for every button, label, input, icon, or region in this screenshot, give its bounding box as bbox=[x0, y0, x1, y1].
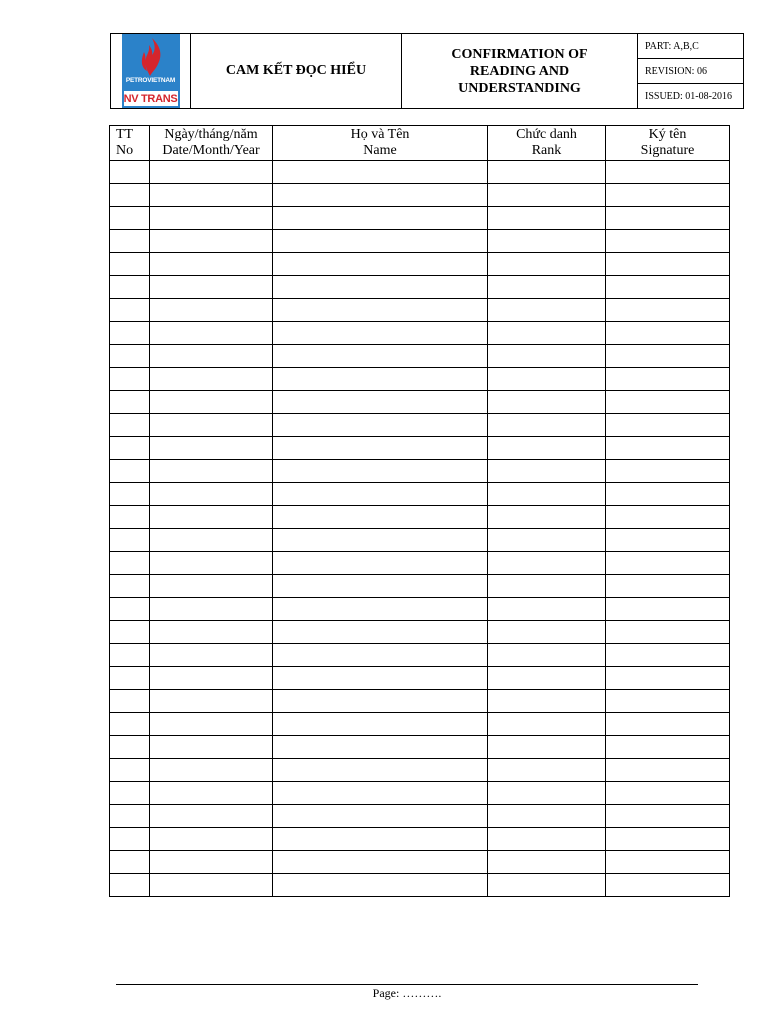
cell-rank bbox=[488, 782, 606, 805]
cell-rank bbox=[488, 368, 606, 391]
cell-signature bbox=[606, 667, 730, 690]
signature-table-wrapper bbox=[109, 125, 729, 897]
column-header-vn: Họ và Tên bbox=[350, 127, 410, 142]
table-row bbox=[110, 851, 730, 874]
cell-no bbox=[110, 552, 150, 575]
cell-signature bbox=[606, 713, 730, 736]
cell-no bbox=[110, 828, 150, 851]
cell-no bbox=[110, 644, 150, 667]
cell-date bbox=[150, 690, 273, 713]
cell-signature bbox=[606, 230, 730, 253]
cell-name bbox=[273, 506, 488, 529]
cell-name bbox=[273, 368, 488, 391]
cell-signature bbox=[606, 437, 730, 460]
cell-rank bbox=[488, 460, 606, 483]
cell-rank bbox=[488, 207, 606, 230]
table-row bbox=[110, 690, 730, 713]
column-header-vn: Ngày/tháng/năm bbox=[164, 127, 258, 142]
cell-rank bbox=[488, 621, 606, 644]
cell-no bbox=[110, 713, 150, 736]
cell-signature bbox=[606, 299, 730, 322]
cell-name bbox=[273, 414, 488, 437]
cell-date bbox=[150, 391, 273, 414]
cell-signature bbox=[606, 874, 730, 897]
table-row bbox=[110, 621, 730, 644]
cell-signature bbox=[606, 483, 730, 506]
table-row bbox=[110, 782, 730, 805]
cell-no bbox=[110, 230, 150, 253]
table-row bbox=[110, 207, 730, 230]
meta-issued: ISSUED: 01-08-2016 bbox=[645, 90, 732, 102]
cell-date bbox=[150, 874, 273, 897]
meta-revision: REVISION: 06 bbox=[638, 59, 743, 84]
table-row bbox=[110, 805, 730, 828]
cell-date bbox=[150, 828, 273, 851]
cell-date bbox=[150, 299, 273, 322]
cell-rank bbox=[488, 736, 606, 759]
cell-rank bbox=[488, 161, 606, 184]
cell-no bbox=[110, 506, 150, 529]
table-row bbox=[110, 598, 730, 621]
table-row bbox=[110, 667, 730, 690]
cell-name bbox=[273, 460, 488, 483]
cell-signature bbox=[606, 644, 730, 667]
cell-name bbox=[273, 345, 488, 368]
cell-date bbox=[150, 667, 273, 690]
cell-no bbox=[110, 483, 150, 506]
cell-rank bbox=[488, 529, 606, 552]
cell-rank bbox=[488, 506, 606, 529]
cell-name bbox=[273, 690, 488, 713]
table-row bbox=[110, 552, 730, 575]
cell-signature bbox=[606, 736, 730, 759]
table-row bbox=[110, 874, 730, 897]
table-row bbox=[110, 299, 730, 322]
column-header-date bbox=[150, 126, 273, 161]
cell-name bbox=[273, 276, 488, 299]
cell-rank bbox=[488, 644, 606, 667]
column-header-signature bbox=[606, 126, 730, 161]
cell-name bbox=[273, 805, 488, 828]
cell-date bbox=[150, 575, 273, 598]
cell-name bbox=[273, 736, 488, 759]
cell-name bbox=[273, 184, 488, 207]
cell-name bbox=[273, 621, 488, 644]
cell-rank bbox=[488, 253, 606, 276]
cell-date bbox=[150, 805, 273, 828]
cell-signature bbox=[606, 575, 730, 598]
cell-no bbox=[110, 276, 150, 299]
cell-name bbox=[273, 713, 488, 736]
cell-signature bbox=[606, 782, 730, 805]
cell-date bbox=[150, 207, 273, 230]
cell-date bbox=[150, 713, 273, 736]
cell-name bbox=[273, 598, 488, 621]
cell-date bbox=[150, 184, 273, 207]
table-row bbox=[110, 575, 730, 598]
cell-rank bbox=[488, 299, 606, 322]
cell-date bbox=[150, 345, 273, 368]
cell-date bbox=[150, 161, 273, 184]
cell-name bbox=[273, 644, 488, 667]
cell-no bbox=[110, 736, 150, 759]
cell-date bbox=[150, 529, 273, 552]
cell-rank bbox=[488, 552, 606, 575]
cell-rank bbox=[488, 598, 606, 621]
column-header-name bbox=[273, 126, 488, 161]
table-row bbox=[110, 713, 730, 736]
table-row bbox=[110, 460, 730, 483]
cell-rank bbox=[488, 184, 606, 207]
column-header-en: Signature bbox=[640, 143, 695, 158]
table-row bbox=[110, 161, 730, 184]
cell-name bbox=[273, 782, 488, 805]
column-header-vn: Ký tên bbox=[648, 127, 687, 142]
column-header-en: No bbox=[116, 143, 134, 158]
cell-no bbox=[110, 391, 150, 414]
cell-no bbox=[110, 690, 150, 713]
cell-no bbox=[110, 437, 150, 460]
cell-signature bbox=[606, 460, 730, 483]
cell-no bbox=[110, 253, 150, 276]
cell-signature bbox=[606, 759, 730, 782]
cell-no bbox=[110, 322, 150, 345]
title-english: CONFIRMATION OF READING AND UNDERSTANDING bbox=[402, 34, 638, 108]
table-row bbox=[110, 276, 730, 299]
cell-rank bbox=[488, 667, 606, 690]
cell-rank bbox=[488, 276, 606, 299]
cell-rank bbox=[488, 345, 606, 368]
table-row bbox=[110, 253, 730, 276]
table-row bbox=[110, 322, 730, 345]
cell-date bbox=[150, 782, 273, 805]
cell-rank bbox=[488, 851, 606, 874]
table-row bbox=[110, 759, 730, 782]
cell-rank bbox=[488, 874, 606, 897]
cell-name bbox=[273, 851, 488, 874]
cell-signature bbox=[606, 322, 730, 345]
column-header-en: Date/Month/Year bbox=[162, 143, 260, 158]
cell-name bbox=[273, 828, 488, 851]
table-row bbox=[110, 345, 730, 368]
document-meta bbox=[638, 34, 743, 108]
cell-date bbox=[150, 414, 273, 437]
cell-no bbox=[110, 207, 150, 230]
cell-date bbox=[150, 759, 273, 782]
cell-name bbox=[273, 299, 488, 322]
table-row bbox=[110, 529, 730, 552]
table-row bbox=[110, 414, 730, 437]
cell-signature bbox=[606, 828, 730, 851]
page-number: Page: ………. bbox=[372, 986, 442, 1000]
meta-part: PART: A,B,C bbox=[638, 34, 743, 59]
cell-no bbox=[110, 460, 150, 483]
cell-rank bbox=[488, 828, 606, 851]
cell-name bbox=[273, 529, 488, 552]
cell-date bbox=[150, 276, 273, 299]
footer-divider bbox=[116, 984, 698, 985]
cell-date bbox=[150, 230, 273, 253]
cell-name bbox=[273, 322, 488, 345]
cell-rank bbox=[488, 322, 606, 345]
cell-no bbox=[110, 851, 150, 874]
cell-name bbox=[273, 253, 488, 276]
table-row bbox=[110, 736, 730, 759]
flame-icon bbox=[122, 34, 180, 78]
table-header-row bbox=[110, 126, 730, 161]
cell-no bbox=[110, 345, 150, 368]
cell-no bbox=[110, 782, 150, 805]
cell-rank bbox=[488, 805, 606, 828]
cell-no bbox=[110, 805, 150, 828]
table-row bbox=[110, 184, 730, 207]
cell-date bbox=[150, 253, 273, 276]
table-body bbox=[110, 161, 730, 897]
cell-signature bbox=[606, 161, 730, 184]
logo-cell bbox=[111, 34, 191, 108]
column-header-rank bbox=[488, 126, 606, 161]
cell-name bbox=[273, 759, 488, 782]
cell-name bbox=[273, 874, 488, 897]
cell-no bbox=[110, 299, 150, 322]
signature-table bbox=[109, 125, 730, 897]
company-logo bbox=[122, 34, 180, 108]
cell-no bbox=[110, 759, 150, 782]
title-vietnamese: CAM KẾT ĐỌC HIỂU bbox=[191, 34, 402, 108]
column-header-no bbox=[110, 126, 150, 161]
cell-name bbox=[273, 552, 488, 575]
logo-sub-text: NV TRANS bbox=[123, 92, 178, 105]
table-row bbox=[110, 506, 730, 529]
table-row bbox=[110, 483, 730, 506]
table-row bbox=[110, 391, 730, 414]
cell-signature bbox=[606, 598, 730, 621]
cell-date bbox=[150, 368, 273, 391]
cell-signature bbox=[606, 368, 730, 391]
column-header-vn: Chức danh bbox=[516, 127, 577, 142]
cell-rank bbox=[488, 713, 606, 736]
cell-date bbox=[150, 552, 273, 575]
document-header bbox=[110, 33, 744, 109]
cell-signature bbox=[606, 552, 730, 575]
cell-date bbox=[150, 322, 273, 345]
cell-name bbox=[273, 230, 488, 253]
cell-no bbox=[110, 621, 150, 644]
cell-signature bbox=[606, 207, 730, 230]
cell-date bbox=[150, 851, 273, 874]
cell-rank bbox=[488, 230, 606, 253]
cell-rank bbox=[488, 437, 606, 460]
cell-no bbox=[110, 667, 150, 690]
cell-name bbox=[273, 575, 488, 598]
table-row bbox=[110, 828, 730, 851]
cell-no bbox=[110, 874, 150, 897]
cell-name bbox=[273, 483, 488, 506]
cell-rank bbox=[488, 575, 606, 598]
cell-signature bbox=[606, 391, 730, 414]
cell-date bbox=[150, 736, 273, 759]
cell-date bbox=[150, 598, 273, 621]
cell-rank bbox=[488, 759, 606, 782]
cell-signature bbox=[606, 690, 730, 713]
cell-no bbox=[110, 575, 150, 598]
column-header-en: Name bbox=[363, 143, 397, 158]
cell-date bbox=[150, 437, 273, 460]
column-header-en: Rank bbox=[531, 143, 562, 158]
table-row bbox=[110, 644, 730, 667]
cell-no bbox=[110, 598, 150, 621]
cell-rank bbox=[488, 391, 606, 414]
cell-signature bbox=[606, 506, 730, 529]
cell-signature bbox=[606, 253, 730, 276]
cell-rank bbox=[488, 690, 606, 713]
cell-date bbox=[150, 644, 273, 667]
cell-signature bbox=[606, 805, 730, 828]
cell-signature bbox=[606, 414, 730, 437]
cell-name bbox=[273, 667, 488, 690]
table-row bbox=[110, 368, 730, 391]
cell-rank bbox=[488, 414, 606, 437]
cell-name bbox=[273, 391, 488, 414]
cell-name bbox=[273, 207, 488, 230]
cell-signature bbox=[606, 851, 730, 874]
column-header-vn: TT bbox=[116, 127, 134, 142]
cell-no bbox=[110, 161, 150, 184]
cell-no bbox=[110, 368, 150, 391]
cell-date bbox=[150, 483, 273, 506]
cell-no bbox=[110, 414, 150, 437]
cell-no bbox=[110, 529, 150, 552]
cell-signature bbox=[606, 345, 730, 368]
cell-no bbox=[110, 184, 150, 207]
cell-name bbox=[273, 161, 488, 184]
logo-name-text: PETROVIETNAM bbox=[125, 77, 176, 84]
cell-date bbox=[150, 506, 273, 529]
table-row bbox=[110, 437, 730, 460]
table-row bbox=[110, 230, 730, 253]
cell-name bbox=[273, 437, 488, 460]
cell-date bbox=[150, 460, 273, 483]
cell-rank bbox=[488, 483, 606, 506]
cell-date bbox=[150, 621, 273, 644]
cell-signature bbox=[606, 621, 730, 644]
cell-signature bbox=[606, 184, 730, 207]
cell-signature bbox=[606, 529, 730, 552]
cell-signature bbox=[606, 276, 730, 299]
